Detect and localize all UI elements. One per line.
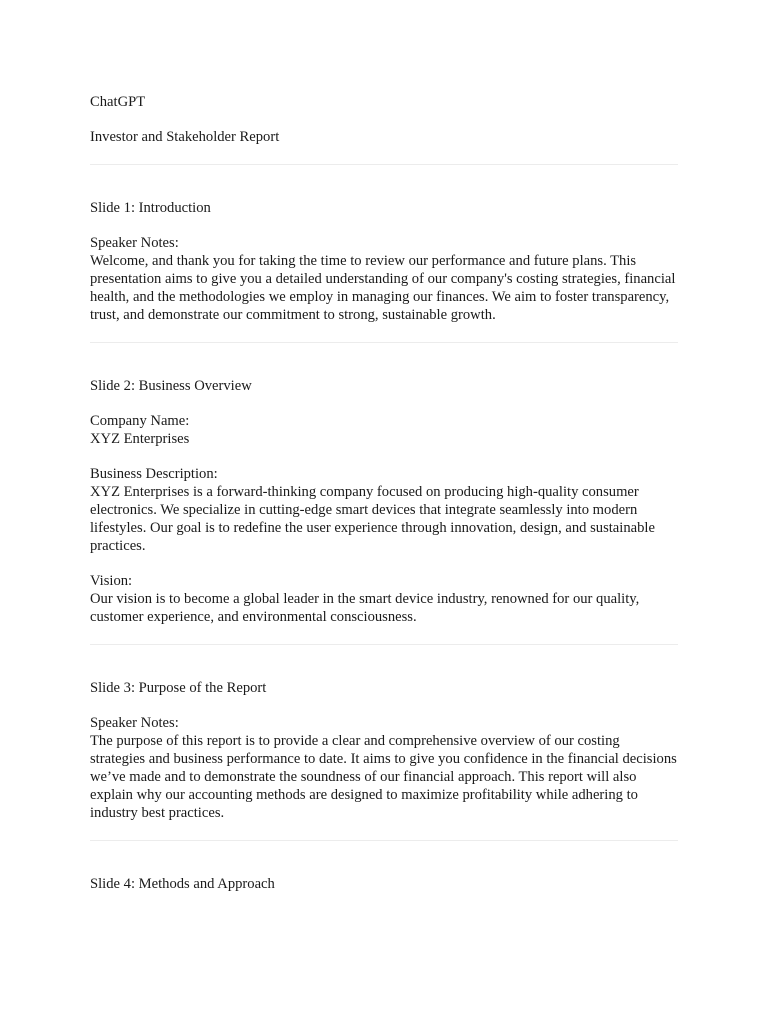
speaker-notes-block <box>90 714 678 822</box>
company-name-block <box>90 412 678 448</box>
slide-heading: Slide 2: Business Overview <box>90 378 252 394</box>
slide-section-4 <box>90 841 678 893</box>
report-title: Investor and Stakeholder Report <box>90 129 280 145</box>
slide-heading: Slide 3: Purpose of the Report <box>90 680 267 696</box>
vision-block <box>90 572 678 626</box>
block-label: Company Name: <box>90 413 190 429</box>
block-label: Business Description: <box>90 466 218 482</box>
block-label: Vision: <box>90 573 133 589</box>
slide-section-3 <box>90 645 678 822</box>
speaker-notes-block <box>90 234 678 324</box>
block-text: The purpose of this report is to provide a clear and comprehensive overview of our costing strategies and business performance to date. It aims to give you confidence in the financial decisions we’ve made and to demonstrate the soundness of our financial approach. This report will also explain why our accounting methods are designed to maximize profitability while adhering to industry best practices. <box>90 733 677 821</box>
slide-section-1 <box>90 165 678 324</box>
slide-heading: Slide 4: Methods and Approach <box>90 876 275 892</box>
block-text: Our vision is to become a global leader in the smart device industry, renowned for our quality, customer experience, and environmental consciousness. <box>90 591 640 625</box>
block-text: XYZ Enterprises <box>90 431 190 447</box>
block-label: Speaker Notes: <box>90 235 179 251</box>
slide-section-2 <box>90 343 678 626</box>
block-label: Speaker Notes: <box>90 715 179 731</box>
block-text: Welcome, and thank you for taking the time to review our performance and future plans. This presentation aims to give you a detailed understanding of our company's costing strategies, financial health, and the methodologies we employ in managing our finances. We aim to foster transparency, trust, and demonstrate our commitment to strong, sustainable growth. <box>90 253 676 323</box>
slide-heading: Slide 1: Introduction <box>90 200 211 216</box>
block-text: XYZ Enterprises is a forward-thinking company focused on producing high-quality consumer electronics. We specialize in cutting-edge smart devices that integrate seamlessly into modern lifestyles. Our goal is to redefine the user experience through innovation, design, and sustainable practices. <box>90 484 655 554</box>
business-description-block <box>90 465 678 555</box>
app-name: ChatGPT <box>90 94 146 110</box>
document-page <box>90 93 678 910</box>
